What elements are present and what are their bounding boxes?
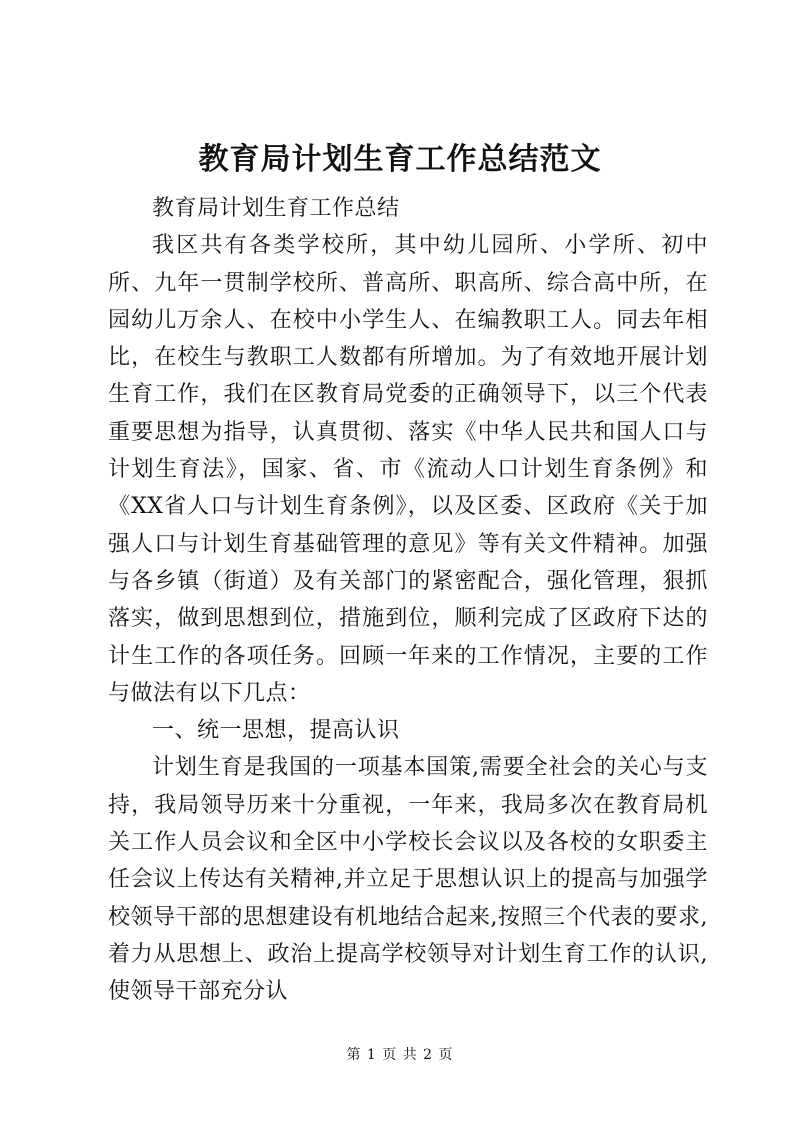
page-footer: 第 1 页 共 2 页 [346, 1047, 454, 1063]
paragraph-section-1: 计划生育是我国的一项基本国策,需要全社会的关心与支持，我局领导历来十分重视，一年来，我局多次在教育局机关工作人员会议和全区中小学校长会议以及各校的女职委主任会议上传达有关精神,并立足于思想认识上的提高与加强学校领导干部的思想建设有机地结合起来,按照三个代表的要求,着力从思想上、政治上提高学校领导对计划生育工作的认识,使领导干部充分认 [108, 755, 708, 1005]
section-heading-1: 一、统一思想，提高认识 [152, 718, 400, 744]
paragraph-intro: 我区共有各类学校所，其中幼儿园所、小学所、初中所、九年一贯制学校所、普高所、职高所、综合高中所，在园幼儿万余人、在校中小学生人、在编教职工人。同去年相比，在校生与教职工人数都有所增加。为了有效地开展计划生育工作，我们在区教育局党委的正确领导下，以三个代表重要思想为指导，认真贯彻、落实《中华人民共和国人口与计划生育法》，国家、省、市《流动人口计划生育条例》和《XX省人口与计划生育条例》，以及区委、区政府《关于加强人口与计划生育基础管理的意见》等有关文件精神。加强与各乡镇（街道）及有关部门的紧密配合，强化管理，狠抓落实，做到思想到位，措施到位，顺利完成了区政府下达的计生工作的各项任务。回顾一年来的工作情况，主要的工作与做法有以下几点： [108, 233, 708, 706]
page-title: 教育局计划生育工作总结范文 [198, 142, 602, 177]
document-body [108, 190, 708, 1011]
document-subtitle: 教育局计划生育工作总结 [152, 196, 400, 221]
